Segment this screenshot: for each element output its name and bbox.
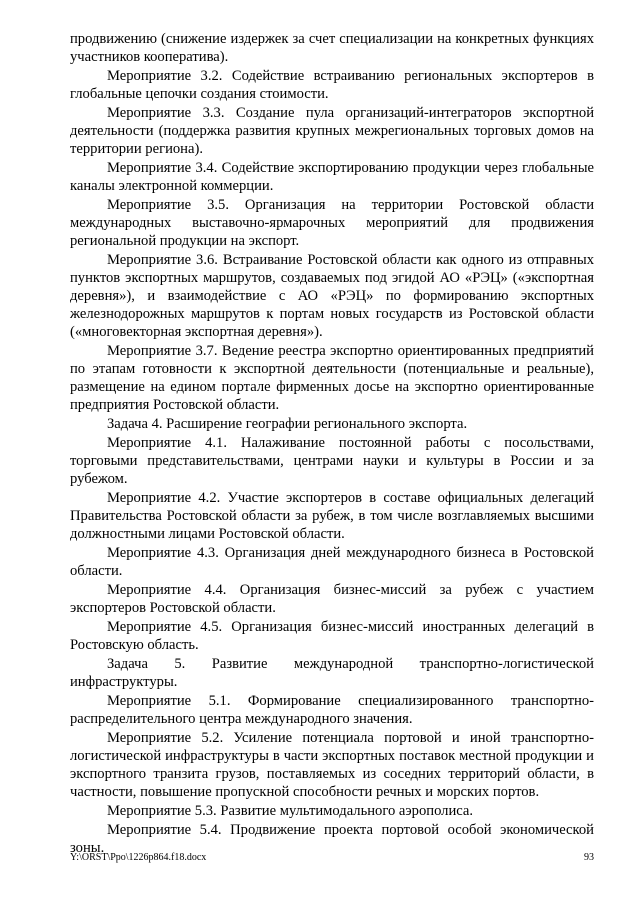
paragraph-measure-5-4: Мероприятие 5.4. Продвижение проекта портовой особой экономической зоны. — [70, 822, 594, 856]
paragraph-measure-5-2: Мероприятие 5.2. Усиление потенциала портовой и иной транспортно-логистической инфраструктуры в части экспортных поставок местной продукции и экспортного транзита грузов, поставляемых из соседних территорий области, в частности, повышение пропускной способности речных и морских портов. — [70, 730, 594, 800]
paragraph-measure-3-7: Мероприятие 3.7. Ведение реестра экспортно ориентированных предприятий по этапам готовности к экспортной деятельности (потенциальные и реальные), размещение на едином портале фирменных досье на экспортно ориентированные предприятия Ростовской области. — [70, 343, 594, 413]
paragraph-measure-4-5: Мероприятие 4.5. Организация бизнес-миссий иностранных делегаций в Ростовскую область. — [70, 619, 594, 653]
paragraph-measure-3-6: Мероприятие 3.6. Встраивание Ростовской области как одного из отправных пунктов экспортных маршрутов, создаваемых под эгидой АО «РЭЦ» («экспортная деревня»), и взаимодействие с АО «РЭЦ» по формированию экспортных железнодорожных маршрутов к портам новых государств из Ростовской области («многовекторная экспортная деревня»). — [70, 252, 594, 340]
document-body — [70, 30, 594, 858]
paragraph-measure-4-1: Мероприятие 4.1. Налаживание постоянной работы с посольствами, торговыми представительствами, центрами науки и культуры в России и за рубежом. — [70, 435, 594, 487]
paragraph-measure-4-2: Мероприятие 4.2. Участие экспортеров в составе официальных делегаций Правительства Ростовской области за рубеж, в том числе возглавляемых высшими должностными лицами Ростовской области. — [70, 490, 594, 542]
paragraph-measure-5-3: Мероприятие 5.3. Развитие мультимодального аэрополиса. — [107, 803, 474, 819]
paragraph-measure-3-3: Мероприятие 3.3. Создание пула организаций-интеграторов экспортной деятельности (поддержка развития крупных межрегиональных торговых домов на территории региона). — [70, 105, 594, 157]
paragraph-measure-3-4: Мероприятие 3.4. Содействие экспортированию продукции через глобальные каналы электронной коммерции. — [70, 160, 594, 194]
file-path: Y:\ORST\Ppo\1226p864.f18.docx — [70, 852, 207, 863]
paragraph-measure-3-2: Мероприятие 3.2. Содействие встраиванию региональных экспортеров в глобальные цепочки создания стоимости. — [70, 68, 594, 102]
paragraph-measure-4-3: Мероприятие 4.3. Организация дней международного бизнеса в Ростовской области. — [70, 545, 594, 579]
paragraph-measure-4-4: Мероприятие 4.4. Организация бизнес-миссий за рубеж с участием экспортеров Ростовской области. — [70, 582, 594, 616]
paragraph-measure-3-5: Мероприятие 3.5. Организация на территории Ростовской области международных выставочно-ярмарочных мероприятий для продвижения региональной продукции на экспорт. — [70, 197, 594, 249]
paragraph-task-5: Задача 5. Развитие международной транспортно-логистической инфраструктуры. — [70, 656, 594, 690]
paragraph-continuation: продвижению (снижение издержек за счет специализации на конкретных функциях участников кооператива). — [70, 31, 594, 65]
page-number: 93 — [584, 852, 594, 863]
paragraph-task-4: Задача 4. Расширение географии регионального экспорта. — [107, 416, 468, 432]
paragraph-measure-5-1: Мероприятие 5.1. Формирование специализированного транспортно-распределительного центра международного значения. — [70, 693, 594, 727]
